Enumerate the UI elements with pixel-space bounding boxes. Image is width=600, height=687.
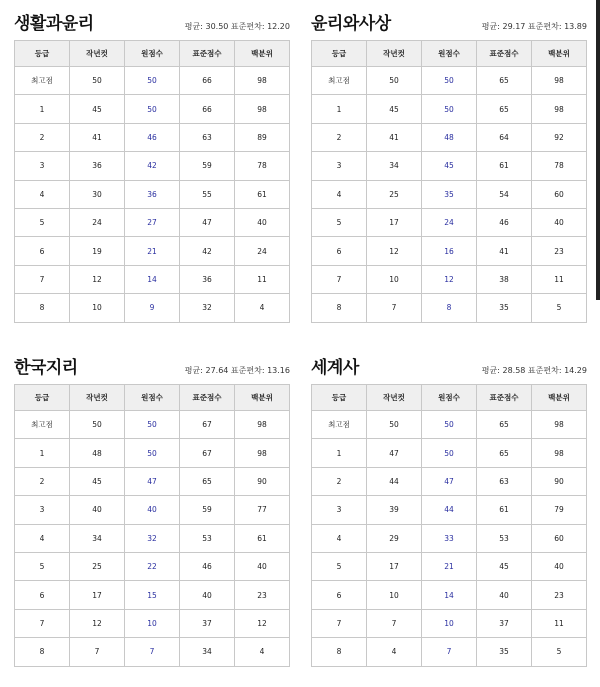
table-cell: 15 <box>125 581 180 609</box>
table-cell: 40 <box>532 208 587 236</box>
table-cell: 50 <box>125 67 180 95</box>
table-cell: 6 <box>312 581 367 609</box>
table-cell: 50 <box>422 411 477 439</box>
header-row <box>15 385 290 411</box>
table-cell: 1 <box>312 439 367 467</box>
panel-header <box>14 344 290 384</box>
table-cell: 50 <box>125 439 180 467</box>
table-cell: 12 <box>367 237 422 265</box>
table-cell: 98 <box>235 95 290 123</box>
table-cell: 29 <box>367 524 422 552</box>
table-cell: 7 <box>312 609 367 637</box>
table-cell: 98 <box>235 411 290 439</box>
table-row <box>312 439 587 467</box>
table-cell: 40 <box>477 581 532 609</box>
table-cell: 11 <box>532 265 587 293</box>
grade-table <box>311 384 587 667</box>
table-cell: 22 <box>125 552 180 580</box>
table-cell: 44 <box>367 467 422 495</box>
table-cell: 3 <box>312 496 367 524</box>
subject-title: 생활과윤리 <box>14 14 94 34</box>
column-header: 표준점수 <box>477 41 532 67</box>
column-header: 원점수 <box>422 385 477 411</box>
table-row <box>312 237 587 265</box>
table-cell: 63 <box>180 123 235 151</box>
table-row <box>312 411 587 439</box>
table-cell: 40 <box>532 552 587 580</box>
subject-title: 한국지리 <box>14 358 78 378</box>
table-cell: 44 <box>422 496 477 524</box>
table-cell: 7 <box>367 294 422 322</box>
panel-korean-geography <box>14 344 290 667</box>
table-cell: 50 <box>70 411 125 439</box>
table-cell: 47 <box>422 467 477 495</box>
table-cell: 37 <box>180 609 235 637</box>
table-cell: 2 <box>15 123 70 151</box>
table-cell: 2 <box>312 123 367 151</box>
table-cell: 50 <box>125 411 180 439</box>
table-cell: 40 <box>235 552 290 580</box>
table-cell: 39 <box>367 496 422 524</box>
table-cell: 48 <box>70 439 125 467</box>
column-header: 백분위 <box>532 385 587 411</box>
table-cell: 12 <box>422 265 477 293</box>
table-cell: 98 <box>235 67 290 95</box>
table-row <box>312 208 587 236</box>
table-cell: 11 <box>532 609 587 637</box>
table-cell: 36 <box>180 265 235 293</box>
table-cell: 78 <box>532 152 587 180</box>
table-cell: 38 <box>477 265 532 293</box>
table-cell: 4 <box>235 294 290 322</box>
column-header: 백분위 <box>235 385 290 411</box>
table-cell: 최고점 <box>15 67 70 95</box>
edge-strip <box>596 0 600 300</box>
table-cell: 24 <box>70 208 125 236</box>
table-cell: 10 <box>125 609 180 637</box>
table-cell: 23 <box>532 581 587 609</box>
table-cell: 11 <box>235 265 290 293</box>
table-cell: 59 <box>180 152 235 180</box>
table-cell: 21 <box>422 552 477 580</box>
table-cell: 3 <box>15 496 70 524</box>
table-cell: 8 <box>15 638 70 666</box>
table-row <box>15 411 290 439</box>
table-cell: 10 <box>422 609 477 637</box>
table-cell: 4 <box>312 524 367 552</box>
column-header: 표준점수 <box>180 41 235 67</box>
column-header: 작년컷 <box>367 41 422 67</box>
table-cell: 37 <box>477 609 532 637</box>
table-cell: 7 <box>70 638 125 666</box>
table-cell: 21 <box>125 237 180 265</box>
table-cell: 7 <box>125 638 180 666</box>
table-cell: 1 <box>15 439 70 467</box>
table-cell: 47 <box>367 439 422 467</box>
table-cell: 23 <box>532 237 587 265</box>
table-cell: 35 <box>477 638 532 666</box>
table-row <box>15 496 290 524</box>
table-row <box>312 609 587 637</box>
table-cell: 24 <box>422 208 477 236</box>
table-cell: 5 <box>15 208 70 236</box>
table-cell: 5 <box>312 208 367 236</box>
table-cell: 40 <box>70 496 125 524</box>
table-cell: 98 <box>235 439 290 467</box>
table-cell: 89 <box>235 123 290 151</box>
table-cell: 8 <box>312 294 367 322</box>
column-header: 작년컷 <box>70 385 125 411</box>
table-cell: 41 <box>477 237 532 265</box>
grade-table <box>311 40 587 323</box>
table-row <box>15 152 290 180</box>
table-row <box>15 439 290 467</box>
table-row <box>15 638 290 666</box>
table-row <box>15 123 290 151</box>
table-cell: 23 <box>235 581 290 609</box>
table-row <box>312 180 587 208</box>
table-cell: 50 <box>422 95 477 123</box>
table-cell: 36 <box>70 152 125 180</box>
table-row <box>15 609 290 637</box>
table-cell: 17 <box>367 552 422 580</box>
table-cell: 50 <box>422 67 477 95</box>
table-cell: 53 <box>477 524 532 552</box>
column-header: 원점수 <box>125 385 180 411</box>
table-cell: 61 <box>235 524 290 552</box>
table-row <box>312 552 587 580</box>
table-cell: 45 <box>477 552 532 580</box>
score-stats: 평균: 29.17 표준편차: 13.89 <box>481 22 587 31</box>
table-cell: 50 <box>367 411 422 439</box>
table-row <box>15 95 290 123</box>
table-cell: 60 <box>532 524 587 552</box>
table-cell: 8 <box>15 294 70 322</box>
table-cell: 41 <box>367 123 422 151</box>
table-cell: 65 <box>180 467 235 495</box>
table-cell: 66 <box>180 95 235 123</box>
table-cell: 7 <box>367 609 422 637</box>
table-cell: 7 <box>15 609 70 637</box>
table-cell: 46 <box>180 552 235 580</box>
table-cell: 19 <box>70 237 125 265</box>
table-row <box>312 265 587 293</box>
table-cell: 30 <box>70 180 125 208</box>
table-row <box>15 237 290 265</box>
table-cell: 34 <box>367 152 422 180</box>
table-cell: 63 <box>477 467 532 495</box>
table-cell: 5 <box>532 294 587 322</box>
table-cell: 46 <box>125 123 180 151</box>
column-header: 원점수 <box>125 41 180 67</box>
table-cell: 42 <box>180 237 235 265</box>
score-stats: 평균: 27.64 표준편차: 13.16 <box>184 366 290 375</box>
column-header: 표준점수 <box>477 385 532 411</box>
table-cell: 40 <box>235 208 290 236</box>
table-cell: 최고점 <box>312 411 367 439</box>
table-cell: 40 <box>180 581 235 609</box>
table-row <box>312 467 587 495</box>
table-cell: 6 <box>15 237 70 265</box>
score-stats: 평균: 28.58 표준편차: 14.29 <box>481 366 587 375</box>
header-row <box>312 385 587 411</box>
column-header: 등급 <box>312 41 367 67</box>
table-cell: 45 <box>70 95 125 123</box>
table-row <box>312 524 587 552</box>
table-cell: 16 <box>422 237 477 265</box>
table-cell: 40 <box>125 496 180 524</box>
table-cell: 2 <box>312 467 367 495</box>
table-cell: 6 <box>312 237 367 265</box>
table-cell: 1 <box>312 95 367 123</box>
table-cell: 12 <box>235 609 290 637</box>
table-cell: 65 <box>477 439 532 467</box>
column-header: 백분위 <box>532 41 587 67</box>
panel-header <box>14 0 290 40</box>
table-cell: 32 <box>180 294 235 322</box>
table-cell: 50 <box>367 67 422 95</box>
table-row <box>15 467 290 495</box>
table-row <box>312 581 587 609</box>
table-cell: 9 <box>125 294 180 322</box>
table-cell: 45 <box>422 152 477 180</box>
table-cell: 50 <box>422 439 477 467</box>
table-cell: 10 <box>367 581 422 609</box>
table-row <box>15 67 290 95</box>
table-cell: 1 <box>15 95 70 123</box>
table-cell: 50 <box>70 67 125 95</box>
table-cell: 90 <box>235 467 290 495</box>
panel-header <box>311 0 587 40</box>
table-cell: 65 <box>477 95 532 123</box>
table-row <box>312 638 587 666</box>
table-cell: 92 <box>532 123 587 151</box>
grade-table <box>14 40 290 323</box>
table-row <box>15 581 290 609</box>
table-cell: 59 <box>180 496 235 524</box>
header-row <box>15 41 290 67</box>
table-cell: 55 <box>180 180 235 208</box>
table-cell: 27 <box>125 208 180 236</box>
table-row <box>15 294 290 322</box>
table-row <box>312 123 587 151</box>
table-cell: 45 <box>367 95 422 123</box>
subject-title: 세계사 <box>311 358 359 378</box>
table-cell: 90 <box>532 467 587 495</box>
table-cell: 47 <box>180 208 235 236</box>
table-cell: 34 <box>180 638 235 666</box>
table-cell: 8 <box>312 638 367 666</box>
table-cell: 34 <box>70 524 125 552</box>
column-header: 작년컷 <box>367 385 422 411</box>
table-cell: 3 <box>15 152 70 180</box>
column-header: 원점수 <box>422 41 477 67</box>
table-cell: 최고점 <box>312 67 367 95</box>
table-cell: 98 <box>532 95 587 123</box>
score-stats: 평균: 30.50 표준편차: 12.20 <box>184 22 290 31</box>
grade-table <box>14 384 290 667</box>
table-cell: 79 <box>532 496 587 524</box>
table-cell: 3 <box>312 152 367 180</box>
table-cell: 98 <box>532 67 587 95</box>
table-row <box>312 95 587 123</box>
column-header: 등급 <box>15 41 70 67</box>
table-cell: 61 <box>235 180 290 208</box>
panel-world-history <box>311 344 587 667</box>
table-cell: 4 <box>15 524 70 552</box>
table-cell: 4 <box>312 180 367 208</box>
table-cell: 48 <box>422 123 477 151</box>
table-cell: 17 <box>367 208 422 236</box>
table-cell: 33 <box>422 524 477 552</box>
table-cell: 42 <box>125 152 180 180</box>
table-cell: 64 <box>477 123 532 151</box>
table-cell: 61 <box>477 152 532 180</box>
column-header: 등급 <box>312 385 367 411</box>
table-cell: 5 <box>15 552 70 580</box>
table-cell: 24 <box>235 237 290 265</box>
table-row <box>312 67 587 95</box>
table-cell: 4 <box>367 638 422 666</box>
table-cell: 61 <box>477 496 532 524</box>
panel-ethics-thought <box>311 0 587 323</box>
subject-title: 윤리와사상 <box>311 14 391 34</box>
table-cell: 67 <box>180 439 235 467</box>
table-cell: 45 <box>70 467 125 495</box>
table-row <box>15 208 290 236</box>
table-cell: 65 <box>477 411 532 439</box>
table-cell: 46 <box>477 208 532 236</box>
table-cell: 최고점 <box>15 411 70 439</box>
column-header: 백분위 <box>235 41 290 67</box>
table-row <box>15 265 290 293</box>
table-cell: 14 <box>125 265 180 293</box>
table-cell: 35 <box>477 294 532 322</box>
table-row <box>312 152 587 180</box>
table-row <box>312 496 587 524</box>
table-cell: 5 <box>312 552 367 580</box>
table-cell: 5 <box>532 638 587 666</box>
table-cell: 10 <box>70 294 125 322</box>
table-cell: 25 <box>70 552 125 580</box>
table-cell: 6 <box>15 581 70 609</box>
table-cell: 17 <box>70 581 125 609</box>
table-cell: 14 <box>422 581 477 609</box>
table-cell: 66 <box>180 67 235 95</box>
table-cell: 78 <box>235 152 290 180</box>
table-cell: 7 <box>422 638 477 666</box>
table-cell: 4 <box>15 180 70 208</box>
table-cell: 77 <box>235 496 290 524</box>
column-header: 표준점수 <box>180 385 235 411</box>
table-cell: 35 <box>422 180 477 208</box>
table-cell: 4 <box>235 638 290 666</box>
table-cell: 50 <box>125 95 180 123</box>
table-cell: 65 <box>477 67 532 95</box>
table-cell: 98 <box>532 439 587 467</box>
panel-ethics-life <box>14 0 290 323</box>
table-cell: 36 <box>125 180 180 208</box>
header-row <box>312 41 587 67</box>
table-cell: 32 <box>125 524 180 552</box>
table-cell: 53 <box>180 524 235 552</box>
table-cell: 12 <box>70 265 125 293</box>
table-cell: 67 <box>180 411 235 439</box>
table-cell: 7 <box>312 265 367 293</box>
panel-header <box>311 344 587 384</box>
table-row <box>312 294 587 322</box>
table-row <box>15 552 290 580</box>
table-cell: 98 <box>532 411 587 439</box>
table-cell: 10 <box>367 265 422 293</box>
table-cell: 2 <box>15 467 70 495</box>
table-cell: 60 <box>532 180 587 208</box>
table-cell: 47 <box>125 467 180 495</box>
column-header: 등급 <box>15 385 70 411</box>
table-cell: 41 <box>70 123 125 151</box>
table-cell: 7 <box>15 265 70 293</box>
column-header: 작년컷 <box>70 41 125 67</box>
table-cell: 8 <box>422 294 477 322</box>
table-cell: 12 <box>70 609 125 637</box>
table-cell: 54 <box>477 180 532 208</box>
table-cell: 25 <box>367 180 422 208</box>
table-row <box>15 180 290 208</box>
table-row <box>15 524 290 552</box>
